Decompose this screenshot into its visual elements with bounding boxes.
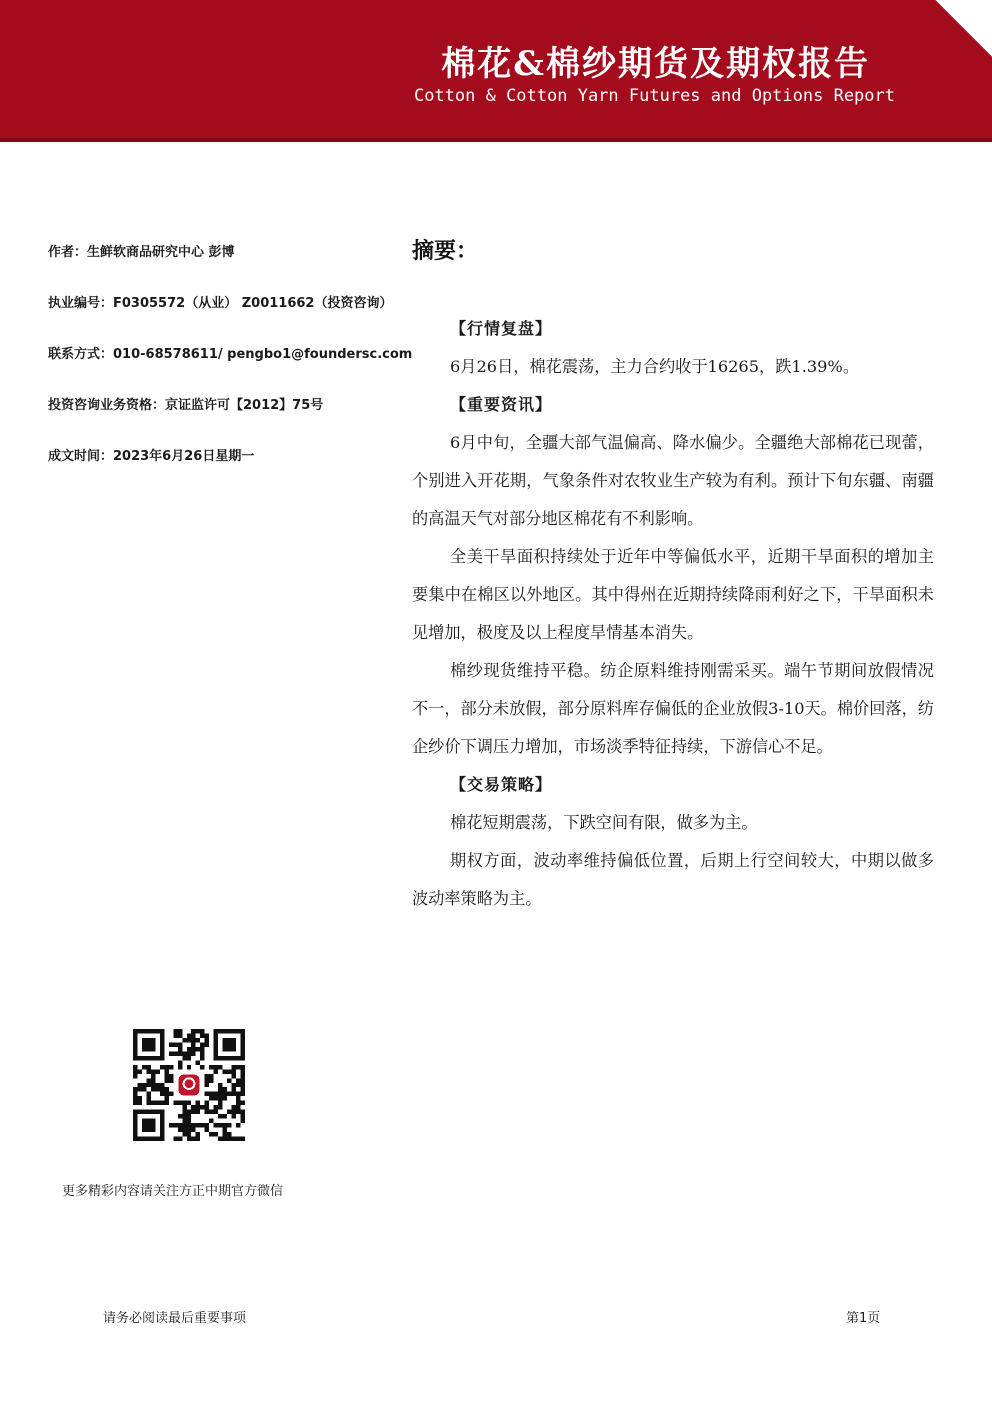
paragraph: 全美干旱面积持续处于近年中等偏低水平，近期干旱面积的增加主要集中在棉区以外地区。其中得州在近期持续降雨利好之下，干旱面积未见增加，极度及以上程度旱情基本消失。 (412, 547, 934, 642)
report-title: 棉花&棉纱期货及期权报告 (441, 44, 870, 84)
section-tag-strategy: 【交易策略】 (450, 775, 553, 794)
paragraph: 6月26日，棉花震荡，主力合约收于16265，跌1.39%。 (450, 357, 860, 376)
author-info (48, 243, 413, 498)
paragraph: 6月中旬，全疆大部气温偏高、降水偏少。全疆绝大部棉花已现蕾，个别进入开花期，气象条件对农牧业生产较为有利。预计下旬东疆、南疆的高温天气对部分地区棉花有不利影响。 (412, 433, 934, 528)
paragraph: 棉花短期震荡，下跌空间有限，做多为主。 (450, 813, 758, 832)
author-line: 作者：生鲜软商品研究中心 彭博 (48, 245, 235, 260)
paragraph: 棉纱现货维持平稳。纺企原料维持刚需采买。端午节期间放假情况不一，部分未放假，部分原料库存偏低的企业放假3-10天。棉价回落，纺企纱价下调压力增加，市场淡季特征持续，下游信心不足。 (412, 661, 934, 756)
paragraph: 期权方面，波动率维持偏低位置，后期上行空间较大，中期以做多波动率策略为主。 (412, 851, 934, 908)
qualification-line: 投资咨询业务资格：京证监许可【2012】75号 (48, 398, 324, 413)
summary-heading: 摘要： (412, 239, 479, 264)
date-line: 成文时间：2023年6月26日星期一 (48, 449, 255, 464)
banner-bottom-shade (0, 138, 992, 142)
summary-section (412, 234, 934, 918)
section-tag-market-review: 【行情复盘】 (450, 319, 553, 338)
banner-corner-cut (935, 0, 992, 57)
qr-code-icon (133, 1029, 245, 1141)
header-banner (0, 0, 992, 142)
footer-notice: 请务必阅读最后重要事项 (103, 1311, 247, 1326)
license-line: 执业编号：F0305572（从业） Z0011662（投资咨询） (48, 296, 393, 311)
section-tag-news: 【重要资讯】 (450, 395, 553, 414)
page-number: 第1页 (846, 1311, 881, 1326)
report-subtitle: Cotton & Cotton Yarn Futures and Options Report (413, 86, 895, 106)
contact-line: 联系方式：010-68578611/ pengbo1@foundersc.com (48, 347, 413, 362)
qr-caption: 更多精彩内容请关注方正中期官方微信 (62, 1184, 284, 1199)
